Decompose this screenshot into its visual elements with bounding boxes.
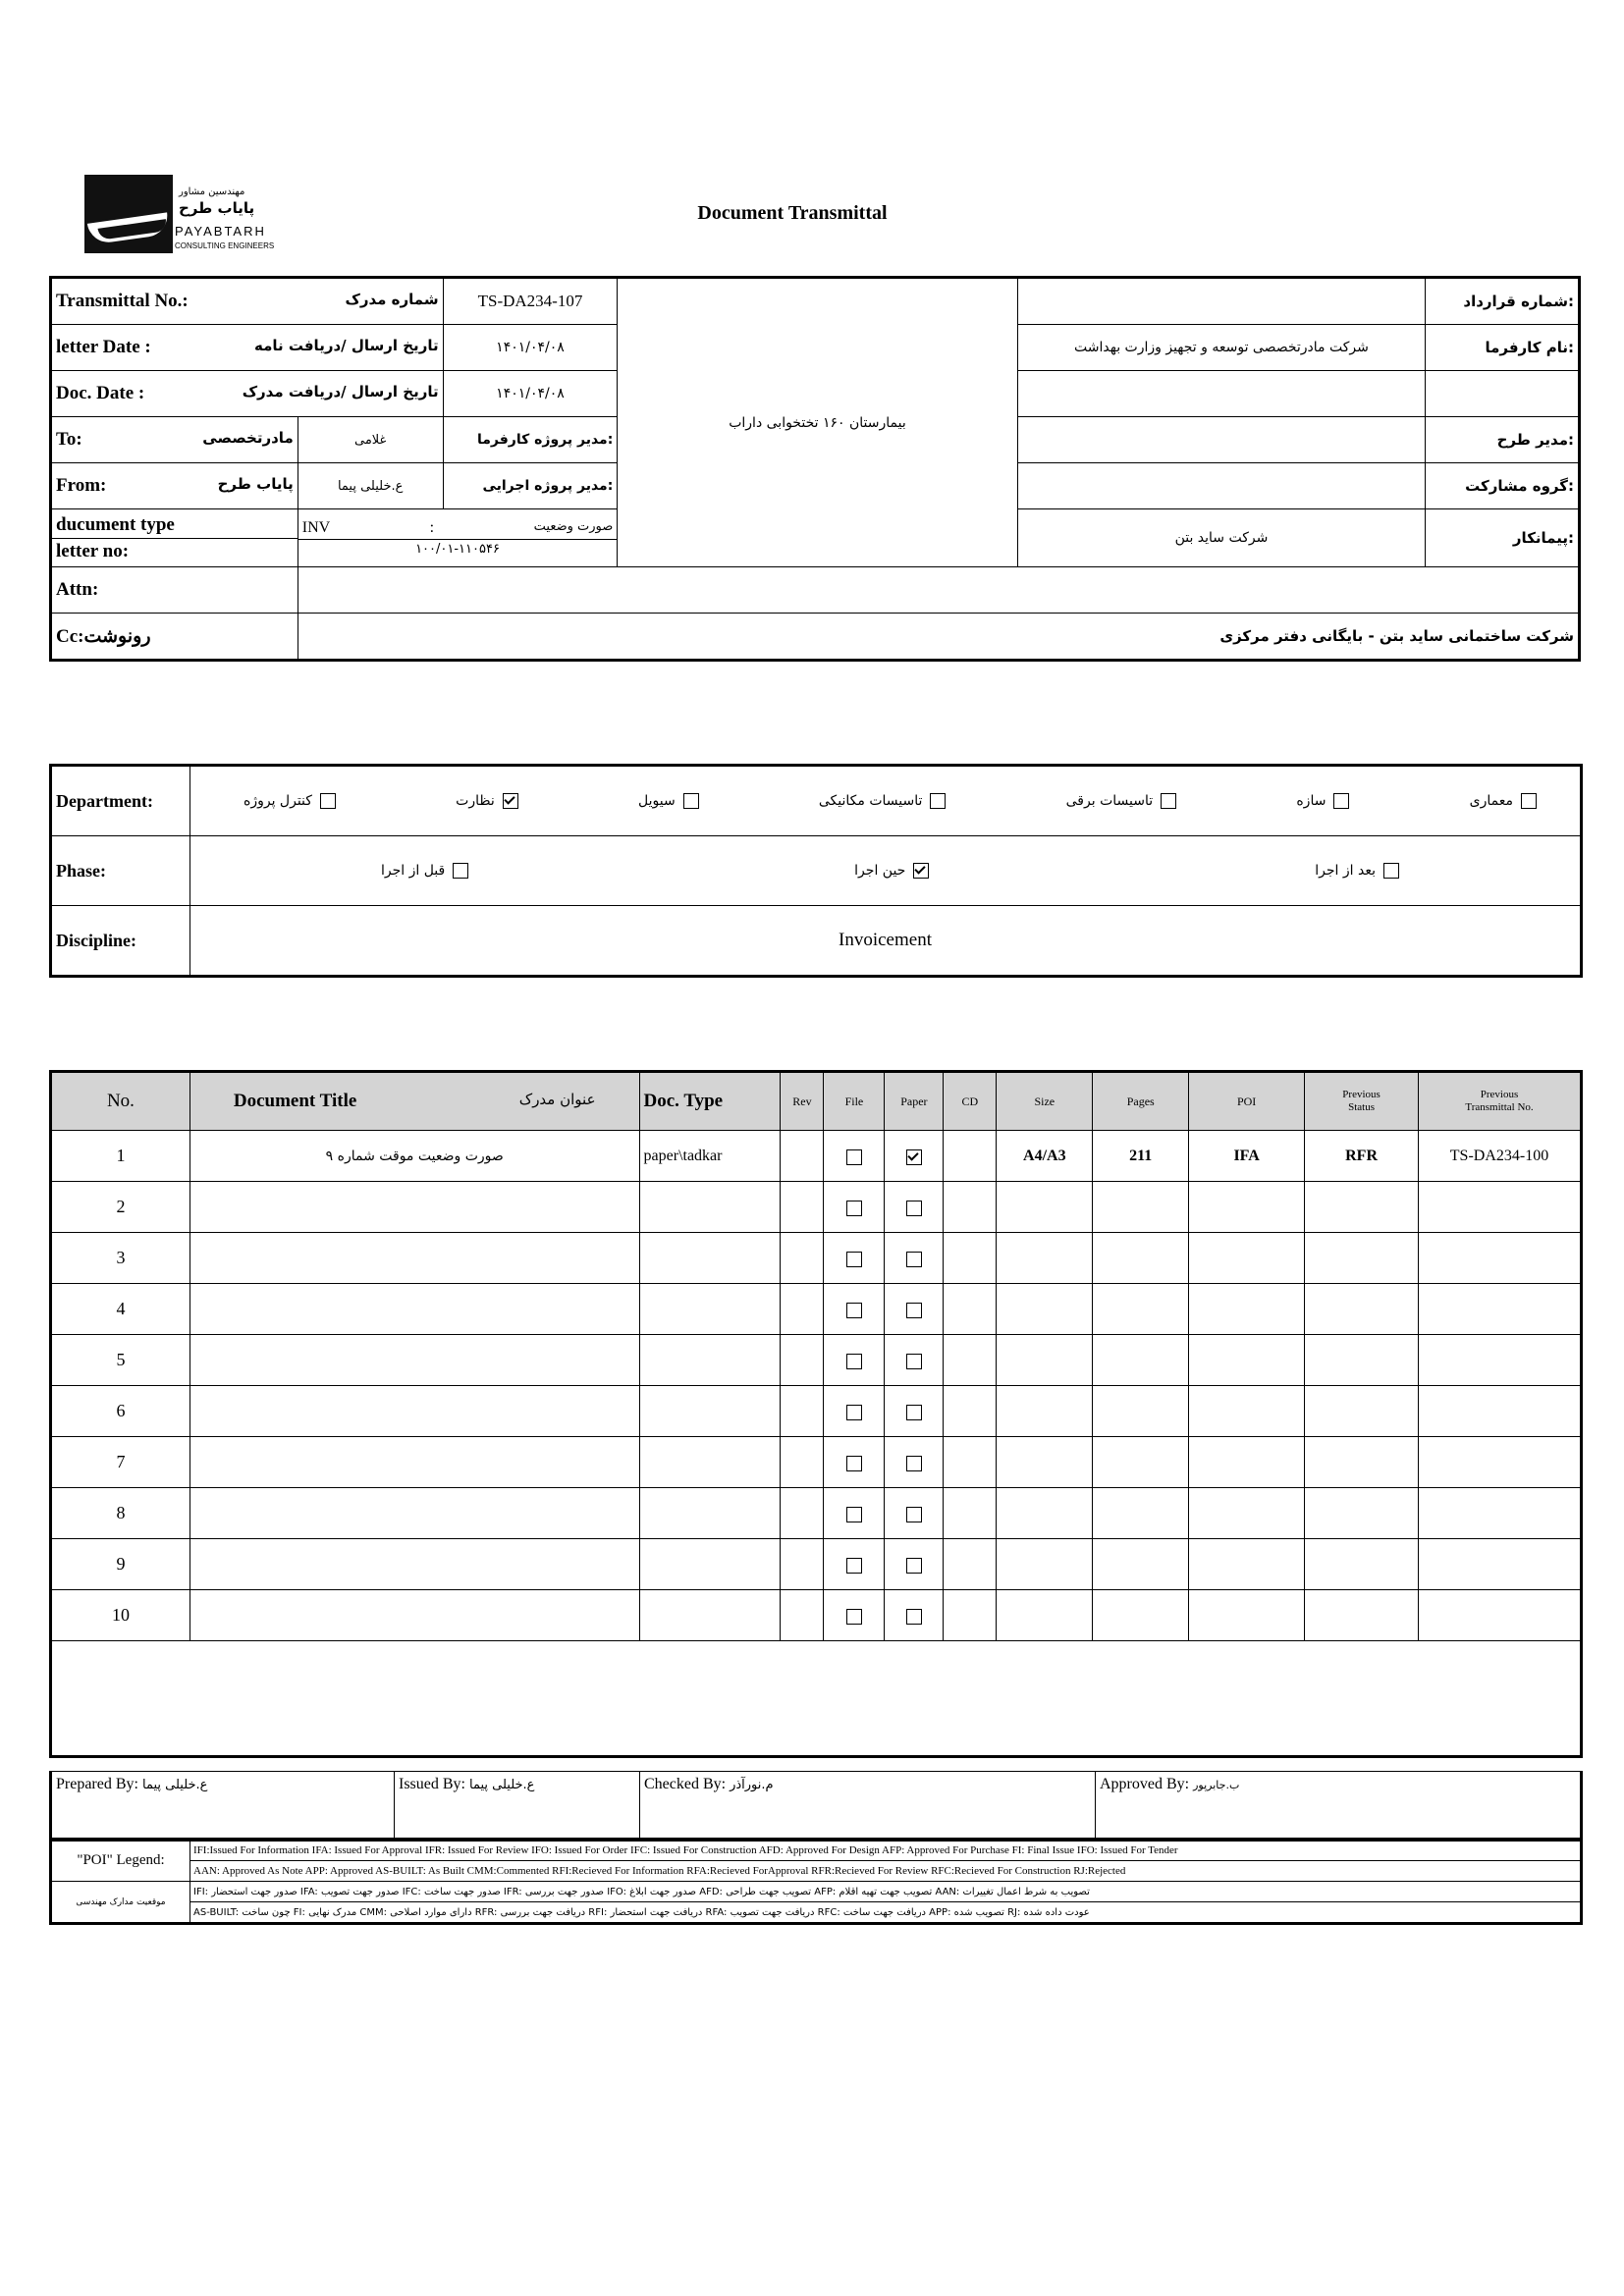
checked-checkbox[interactable]	[913, 863, 929, 879]
option-label: بعد از اجرا	[1315, 863, 1376, 879]
cell-prev-trans: TS-DA234-100	[1419, 1131, 1582, 1182]
cell-poi	[1189, 1182, 1305, 1233]
exec-pm-name: ع.خلیلی پیما	[298, 463, 443, 509]
cell-doc-type	[639, 1590, 781, 1641]
table-row	[51, 1590, 1582, 1641]
cell-pages: 211	[1093, 1131, 1189, 1182]
logo-en-line2: CONSULTING ENGINEERS	[175, 241, 275, 250]
cell-file	[824, 1386, 885, 1437]
checkbox[interactable]	[846, 1354, 862, 1369]
cell-paper	[885, 1335, 944, 1386]
fa-legend-label: موقعیت مدارک مهندسی	[51, 1882, 190, 1924]
cell-prev-trans	[1419, 1182, 1582, 1233]
cell-cd	[944, 1386, 997, 1437]
cell-prev-trans	[1419, 1335, 1582, 1386]
cell-size	[997, 1590, 1093, 1641]
project-name: بیمارستان ۱۶۰ تختخوابی داراب	[618, 278, 1017, 567]
cell-file	[824, 1284, 885, 1335]
cell-doc-type	[639, 1335, 781, 1386]
option-0[interactable]	[1315, 863, 1399, 879]
cell-size	[997, 1488, 1093, 1539]
cell-cd	[944, 1284, 997, 1335]
cell-rev	[781, 1386, 824, 1437]
doctype-code: INV	[301, 519, 331, 536]
col-no: No.	[51, 1072, 190, 1131]
cell-pages	[1093, 1539, 1189, 1590]
checkbox[interactable]	[906, 1201, 922, 1216]
cell-doc-type	[639, 1437, 781, 1488]
table-row	[51, 1284, 1582, 1335]
cell-poi	[1189, 1386, 1305, 1437]
cell-rev	[781, 1284, 824, 1335]
cell-title	[189, 1335, 639, 1386]
cell-paper	[885, 1182, 944, 1233]
checked-checkbox[interactable]	[906, 1149, 922, 1165]
attn-value	[298, 567, 1579, 614]
issued-by: Issued By: ع.خلیلی پیما	[395, 1772, 640, 1841]
cell-poi	[1189, 1437, 1305, 1488]
remarks-area	[51, 1641, 1582, 1757]
cell-no: 1	[51, 1131, 190, 1182]
cc-label: Cc:رونوشت	[51, 614, 298, 661]
checkbox[interactable]	[846, 1303, 862, 1318]
cell-prev-trans	[1419, 1284, 1582, 1335]
cell-file	[824, 1131, 885, 1182]
checkbox[interactable]	[1521, 793, 1537, 809]
cell-cd	[944, 1539, 997, 1590]
table-row	[51, 1182, 1582, 1233]
letter-no-value: ۱۰۰/۰۱-۱۱۰۵۴۶	[415, 542, 500, 557]
table-row	[51, 1335, 1582, 1386]
option-label: سازه	[1296, 793, 1326, 809]
logo-fa-line2: پایاب طرح	[179, 199, 255, 217]
from-cell: From: پایاب طرح	[51, 463, 298, 509]
option-label: معماری	[1469, 793, 1513, 809]
cell-prev-status	[1305, 1539, 1419, 1590]
cell-cd	[944, 1437, 997, 1488]
cell-file	[824, 1182, 885, 1233]
department-options	[190, 766, 1582, 836]
cell-rev	[781, 1590, 824, 1641]
cell-no: 5	[51, 1335, 190, 1386]
cell-paper	[885, 1233, 944, 1284]
cell-paper	[885, 1539, 944, 1590]
cell-prev-trans	[1419, 1233, 1582, 1284]
col-size: Size	[997, 1072, 1093, 1131]
cell-paper	[885, 1437, 944, 1488]
doctype-value-cell	[298, 509, 618, 567]
doctype-sep: :	[429, 519, 435, 536]
checkbox[interactable]	[1333, 793, 1349, 809]
cell-no: 2	[51, 1182, 190, 1233]
transmittal-no-cell: Transmittal No.: شماره مدرک	[51, 278, 444, 325]
letter-date-value: ۱۴۰۱/۰۴/۰۸	[443, 325, 618, 371]
client-pm-name: غلامی	[298, 417, 443, 463]
col-rev: Rev	[781, 1072, 824, 1131]
option-label: قبل از اجرا	[381, 863, 446, 879]
option-5[interactable]	[456, 793, 518, 809]
checkbox[interactable]	[906, 1303, 922, 1318]
logo-fa-line1: مهندسین مشاور	[179, 187, 245, 197]
cell-prev-status	[1305, 1386, 1419, 1437]
checkbox[interactable]	[846, 1405, 862, 1420]
document-list-table	[49, 1070, 1583, 1758]
classification-table	[49, 764, 1583, 978]
cell-poi	[1189, 1539, 1305, 1590]
poi-legend-line1: IFI:Issued For Information IFA: Issued For Approval IFR: Issued For Review IFO: Issued For Order IFC: Issued For Construction AFD: Approved For Design AFP: Approved For Purchase FI: Final Issue IFO: Issued For Tender	[190, 1840, 1582, 1861]
cell-poi	[1189, 1284, 1305, 1335]
cell-prev-status	[1305, 1233, 1419, 1284]
to-cell: To: مادرتخصصی	[51, 417, 298, 463]
cell-cd	[944, 1335, 997, 1386]
cell-cd	[944, 1488, 997, 1539]
col-pages: Pages	[1093, 1072, 1189, 1131]
checkbox[interactable]	[683, 793, 699, 809]
option-4[interactable]	[638, 793, 699, 809]
checkbox[interactable]	[906, 1405, 922, 1420]
table-row	[51, 1233, 1582, 1284]
checkbox[interactable]	[846, 1456, 862, 1471]
table-row	[51, 1437, 1582, 1488]
legend-table	[49, 1838, 1583, 1925]
cell-no: 4	[51, 1284, 190, 1335]
cell-poi	[1189, 1335, 1305, 1386]
option-2[interactable]	[381, 863, 468, 879]
empty-cell	[1426, 371, 1580, 417]
cell-doc-type: paper\tadkar	[639, 1131, 781, 1182]
checkbox[interactable]	[906, 1609, 922, 1625]
col-title: Document Title عنوان مدرک	[189, 1072, 639, 1131]
cell-size: A4/A3	[997, 1131, 1093, 1182]
col-prev-transmittal: Previous Transmittal No.	[1419, 1072, 1582, 1131]
option-1[interactable]	[854, 863, 929, 879]
cell-paper	[885, 1590, 944, 1641]
table-row	[51, 1386, 1582, 1437]
col-prev-status: Previous Status	[1305, 1072, 1419, 1131]
cell-file	[824, 1590, 885, 1641]
cell-poi	[1189, 1590, 1305, 1641]
option-label: تاسیسات برقی	[1065, 793, 1154, 809]
signature-table	[49, 1771, 1583, 1842]
doctype-fa: صورت وضعیت	[533, 519, 614, 534]
col-paper: Paper	[885, 1072, 944, 1131]
cell-pages	[1093, 1233, 1189, 1284]
checkbox[interactable]	[846, 1149, 862, 1165]
poi-legend-line2: AAN: Approved As Note APP: Approved AS-BUILT: As Built CMM:Commented RFI:Recieved For Information RFA:Recieved ForApproval RFR:Recieved For Review RFC:Recieved For Construction RJ:Rejected	[190, 1861, 1582, 1882]
doc-date-cell: Doc. Date : تاریخ ارسال /دریافت مدرک	[51, 371, 444, 417]
cell-prev-trans	[1419, 1386, 1582, 1437]
checkbox[interactable]	[846, 1201, 862, 1216]
cell-rev	[781, 1335, 824, 1386]
cell-doc-type	[639, 1488, 781, 1539]
logo-en-line1: PAYABTARH	[175, 224, 266, 239]
cc-value: شرکت ساختمانی ساید بتن - بایگانی دفتر مرکزی	[298, 614, 1579, 661]
cell-doc-type	[639, 1386, 781, 1437]
cell-no: 3	[51, 1233, 190, 1284]
checkbox[interactable]	[846, 1507, 862, 1522]
exec-pm-label: مدیر پروژه اجرایی:	[443, 463, 618, 509]
cell-rev	[781, 1488, 824, 1539]
cell-no: 7	[51, 1437, 190, 1488]
cell-title	[189, 1590, 639, 1641]
cell-prev-trans	[1419, 1590, 1582, 1641]
checkbox[interactable]	[1161, 793, 1176, 809]
checkbox[interactable]	[906, 1252, 922, 1267]
checkbox[interactable]	[930, 793, 946, 809]
cell-pages	[1093, 1590, 1189, 1641]
cell-title	[189, 1539, 639, 1590]
cell-cd	[944, 1233, 997, 1284]
cell-rev	[781, 1437, 824, 1488]
cell-size	[997, 1233, 1093, 1284]
doctype-letter-cell: ducument type letter no:	[51, 509, 298, 567]
cell-title	[189, 1233, 639, 1284]
cell-file	[824, 1335, 885, 1386]
cell-title	[189, 1284, 639, 1335]
empty-cell	[1017, 371, 1426, 417]
attn-label: Attn:	[51, 567, 298, 614]
approved-by: Approved By: ب.جابرپور	[1096, 1772, 1582, 1841]
cell-doc-type	[639, 1233, 781, 1284]
checkbox[interactable]	[906, 1354, 922, 1369]
cell-doc-type	[639, 1284, 781, 1335]
table-row	[51, 1131, 1582, 1182]
cell-paper	[885, 1488, 944, 1539]
cell-poi	[1189, 1488, 1305, 1539]
option-3[interactable]	[819, 793, 947, 809]
partner-label: گروه مشارکت:	[1426, 463, 1580, 509]
cell-size	[997, 1539, 1093, 1590]
col-poi: POI	[1189, 1072, 1305, 1131]
cell-prev-status	[1305, 1284, 1419, 1335]
contractor-value: شرکت ساید بتن	[1017, 509, 1426, 567]
checkbox[interactable]	[906, 1456, 922, 1471]
cell-size	[997, 1182, 1093, 1233]
cell-no: 8	[51, 1488, 190, 1539]
poi-legend-label: "POI" Legend:	[51, 1840, 190, 1882]
doc-date-value: ۱۴۰۱/۰۴/۰۸	[443, 371, 618, 417]
cell-prev-status: RFR	[1305, 1131, 1419, 1182]
cell-pages	[1093, 1182, 1189, 1233]
checkbox[interactable]	[906, 1558, 922, 1574]
transmittal-header-table	[49, 276, 1581, 662]
cell-no: 6	[51, 1386, 190, 1437]
phase-options	[190, 836, 1582, 906]
transmittal-no-value: TS-DA234-107	[443, 278, 618, 325]
checkbox[interactable]	[320, 793, 336, 809]
option-label: سیویل	[637, 793, 676, 809]
option-1[interactable]	[1296, 793, 1349, 809]
cell-size	[997, 1437, 1093, 1488]
client-pm-label: مدیر پروژه کارفرما:	[443, 417, 618, 463]
cell-file	[824, 1233, 885, 1284]
option-6[interactable]	[244, 793, 336, 809]
checkbox[interactable]	[846, 1558, 862, 1574]
fa-legend-line2: AS-BUILT: چون ساخت FI: مدرک نهایی CMM: دارای موارد اصلاحی RFR: دریافت جهت بررسی RFI: دریافت جهت استحضار RFA: دریافت جهت تصویب RFC: دریافت جهت ساخت APP: تصویب شده RJ: عودت داده شده	[190, 1902, 1582, 1924]
cell-prev-status	[1305, 1182, 1419, 1233]
cell-rev	[781, 1182, 824, 1233]
partner-value	[1017, 463, 1426, 509]
col-file: File	[824, 1072, 885, 1131]
cell-title: صورت وضعیت موقت شماره ۹	[189, 1131, 639, 1182]
cell-poi: IFA	[1189, 1131, 1305, 1182]
col-doc-type: Doc. Type	[639, 1072, 781, 1131]
discipline-value: Invoicement	[190, 906, 1582, 977]
col-cd: CD	[944, 1072, 997, 1131]
page-title: Document Transmittal	[697, 202, 888, 224]
cell-paper	[885, 1131, 944, 1182]
cell-prev-status	[1305, 1488, 1419, 1539]
cell-file	[824, 1539, 885, 1590]
designer-value	[1017, 417, 1426, 463]
employer-label: نام کارفرما:	[1426, 325, 1580, 371]
cell-prev-status	[1305, 1590, 1419, 1641]
checkbox[interactable]	[453, 863, 468, 879]
checkbox[interactable]	[846, 1252, 862, 1267]
cell-prev-status	[1305, 1437, 1419, 1488]
designer-label: مدیر طرح:	[1426, 417, 1580, 463]
contractor-label: پیمانکار:	[1426, 509, 1580, 567]
cell-pages	[1093, 1284, 1189, 1335]
cell-file	[824, 1488, 885, 1539]
cell-no: 10	[51, 1590, 190, 1641]
cell-pages	[1093, 1335, 1189, 1386]
prepared-by: Prepared By: ع.خلیلی پیما	[51, 1772, 395, 1841]
option-label: کنترل پروژه	[244, 793, 312, 809]
cell-poi	[1189, 1233, 1305, 1284]
cell-cd	[944, 1182, 997, 1233]
cell-prev-status	[1305, 1335, 1419, 1386]
cell-prev-trans	[1419, 1437, 1582, 1488]
checked-by: Checked By: م.نورآذر	[640, 1772, 1096, 1841]
cell-title	[189, 1488, 639, 1539]
option-label: تاسیسات مکانیکی	[818, 793, 923, 809]
table-row	[51, 1488, 1582, 1539]
cell-prev-trans	[1419, 1539, 1582, 1590]
cell-size	[997, 1335, 1093, 1386]
checkbox[interactable]	[1383, 863, 1399, 879]
employer-value: شرکت مادرتخصصی توسعه و تجهیز وزارت بهداشت	[1017, 325, 1426, 371]
cell-pages	[1093, 1386, 1189, 1437]
cell-title	[189, 1386, 639, 1437]
cell-cd	[944, 1590, 997, 1641]
cell-paper	[885, 1284, 944, 1335]
checkbox[interactable]	[906, 1507, 922, 1522]
checked-checkbox[interactable]	[503, 793, 518, 809]
cell-pages	[1093, 1437, 1189, 1488]
letter-date-cell: letter Date : تاریخ ارسال /دریافت نامه	[51, 325, 444, 371]
contract-no-value	[1017, 278, 1426, 325]
option-0[interactable]	[1470, 793, 1537, 809]
cell-file	[824, 1437, 885, 1488]
cell-paper	[885, 1386, 944, 1437]
cell-pages	[1093, 1488, 1189, 1539]
cell-doc-type	[639, 1539, 781, 1590]
cell-rev	[781, 1233, 824, 1284]
cell-size	[997, 1386, 1093, 1437]
cell-prev-trans	[1419, 1488, 1582, 1539]
cell-rev	[781, 1539, 824, 1590]
option-label: حین اجرا	[854, 863, 906, 879]
option-label: نظارت	[456, 793, 495, 809]
cell-size	[997, 1284, 1093, 1335]
checkbox[interactable]	[846, 1609, 862, 1625]
contract-no-label: شماره قرارداد:	[1426, 278, 1580, 325]
department-label: Department:	[51, 766, 190, 836]
cell-cd	[944, 1131, 997, 1182]
phase-label: Phase:	[51, 836, 190, 906]
cell-title	[189, 1437, 639, 1488]
fa-legend-line1: IFI: صدور جهت استحضار IFA: صدور جهت تصویب IFC: صدور جهت ساخت IFR: صدور جهت بررسی IFO: صدور جهت ابلاغ AFD: تصویب جهت طراحی AFP: تصویب جهت تهیه اقلام AAN: تصویب به شرط اعمال تغییرات	[190, 1882, 1582, 1902]
cell-doc-type	[639, 1182, 781, 1233]
discipline-label: Discipline:	[51, 906, 190, 977]
cell-title	[189, 1182, 639, 1233]
cell-rev	[781, 1131, 824, 1182]
table-row	[51, 1539, 1582, 1590]
cell-no: 9	[51, 1539, 190, 1590]
option-2[interactable]	[1066, 793, 1176, 809]
